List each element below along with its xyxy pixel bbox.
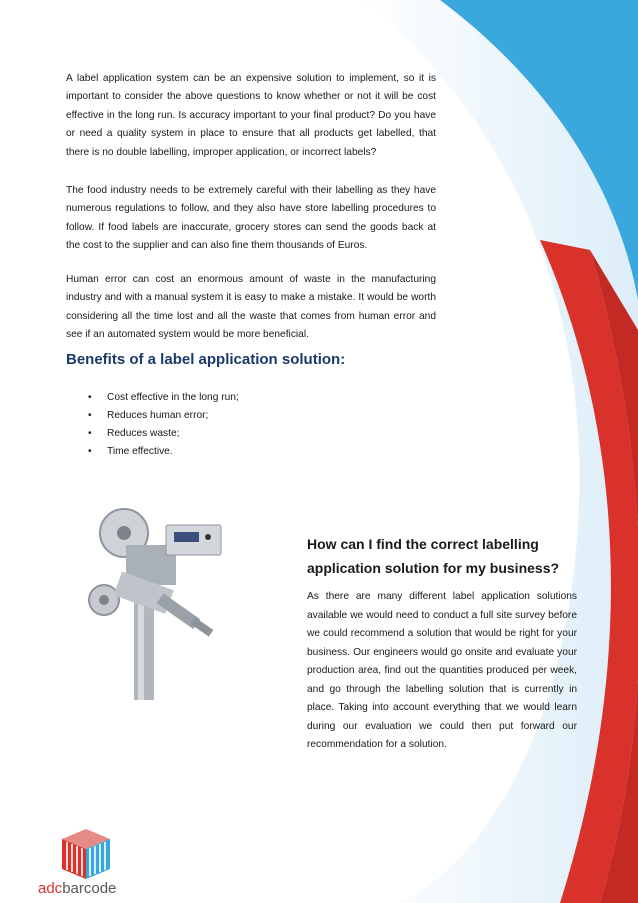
benefits-heading: Benefits of a label application solution: bbox=[66, 351, 346, 368]
paragraph-human-error: Human error can cost an enormous amount of waste in the manufacturing industry and with a manual system it is easy to make a mistake. It would be worth considering all the time lost and all the waste that comes from human error and see if an automated system would be more beneficial. bbox=[66, 274, 436, 341]
list-item: • Cost effective in the long run; bbox=[88, 389, 239, 407]
list-item: • Reduces human error; bbox=[88, 407, 239, 425]
list-item: • Reduces waste; bbox=[88, 425, 239, 443]
logo-wordmark: adcbarcode bbox=[38, 880, 117, 897]
bullet-icon: • bbox=[88, 410, 92, 421]
bullet-icon: • bbox=[88, 446, 92, 457]
bullet-icon: • bbox=[88, 392, 92, 403]
list-item: • Time effective. bbox=[88, 443, 239, 461]
benefits-list bbox=[88, 389, 239, 461]
paragraph-cost: A label application system can be an expensive solution to implement, so it is important to consider the above questions to know whether or not it will be cost effective in the long run. Is accuracy important to your final product? Do you have or need a quality system in place to ensure that all products get labelled, that there is no double labelling, improper application, or incorrect labels? bbox=[66, 73, 436, 158]
label-applicator-machine-image bbox=[86, 505, 236, 700]
bullet-icon: • bbox=[88, 428, 92, 439]
find-solution-paragraph: As there are many different label application solutions available we would need to conduct a full site survey before we could recommend a solution that would be right for your business. Our engineers would go onsite and evaluate your production area, find out the quantities produced per week, and go through the labelling solution that is currently in place. Taking into account everything that we would learn during our evaluation we could then put forward our recommendation for a solution. bbox=[307, 591, 577, 750]
find-solution-heading: How can I find the correct labelling application solution for my business? bbox=[307, 536, 560, 576]
paragraph-food-industry: The food industry needs to be extremely careful with their labelling as they have numerous regulations to follow, and they also have store labelling procedures to follow. If food labels are inaccurate, grocery stores can send the goods back at the cost to the supplier and can also fine them thousands of Euros. bbox=[66, 185, 436, 252]
